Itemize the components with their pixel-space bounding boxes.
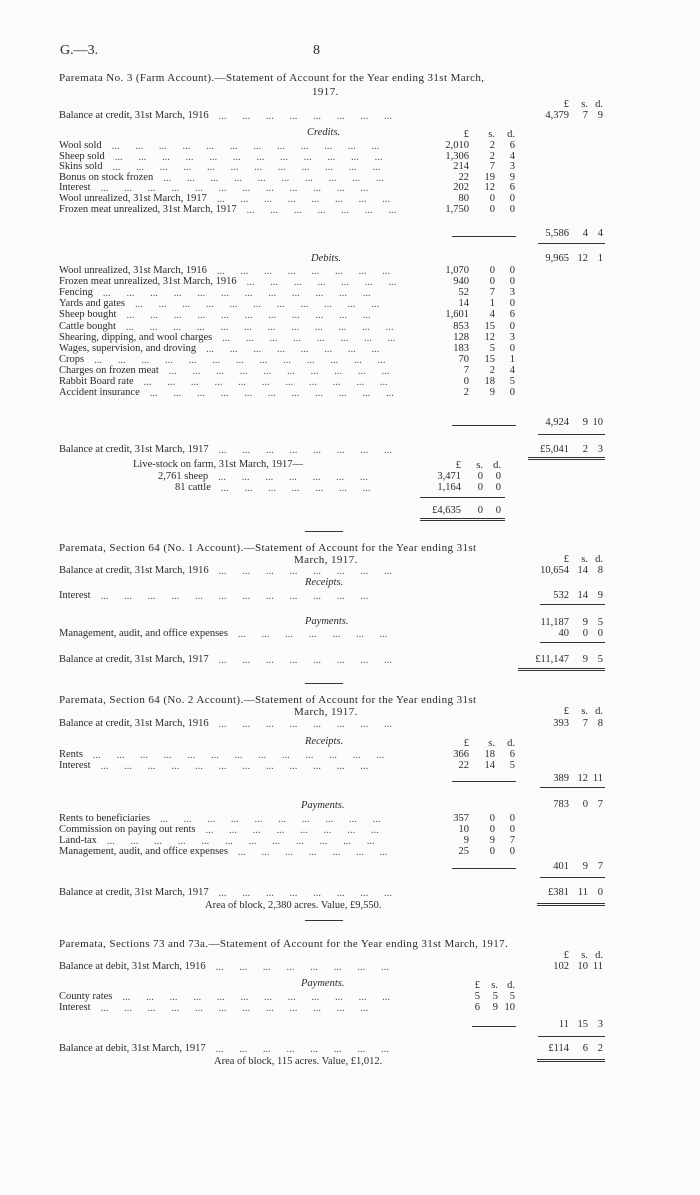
payment-row-pounds: 5 — [474, 991, 480, 1002]
closing-double-rule-a — [537, 903, 605, 904]
debit-row-label: Yards and gates — [59, 298, 126, 310]
opening-balance-1916-pence: 9 — [597, 110, 603, 121]
payments-heading: Payments. — [301, 978, 345, 989]
payment-row-shillings: 0 — [489, 824, 495, 835]
shilling-unit-header: s. — [581, 950, 588, 961]
opening-balance-1916-shillings: 7 — [582, 718, 588, 729]
receipt-row-shillings: 18 — [484, 749, 495, 760]
credit-row-label: Frozen meat unrealized, 31st March, 1917 — [59, 203, 237, 215]
closing-balance-1917-shillings: 2 — [582, 444, 588, 455]
dot-leader: ... ... ... ... ... ... ... ... — [222, 332, 396, 344]
balance-subtotal-pence: 1 — [597, 253, 603, 264]
credit-row-label: Skins sold — [59, 161, 103, 173]
opening-balance-1916-label: Balance at credit, 31st March, 1916 — [59, 565, 209, 576]
area-note: Area of block, 115 acres. Value, £1,012. — [214, 1056, 383, 1067]
payment-row-shillings: 9 — [489, 835, 495, 846]
dot-leader: ... ... ... ... ... ... ... ... ... ... ... — [135, 299, 380, 311]
dot-leader: ... ... ... ... ... ... ... ... ... ... ... ... — [106, 836, 375, 847]
dot-leader: ... ... ... ... ... ... ... ... — [206, 343, 380, 355]
dot-leader: ... ... ... ... ... ... ... ... ... ... ... ... — [114, 151, 383, 163]
pence-unit-header: d. — [507, 129, 515, 140]
management-row-pence: 0 — [597, 628, 603, 639]
debit-row-pounds: 52 — [458, 287, 469, 299]
opening-balance-1916-pounds: 102 — [553, 961, 569, 972]
debit-row-pounds: 70 — [458, 353, 469, 365]
payments-total-shillings: 9 — [582, 861, 588, 872]
pence-unit-header: d. — [595, 706, 603, 717]
section-4-title: Paremata, Sections 73 and 73a.—Statement of Account for the Year ending 31st March, 1917. — [59, 938, 509, 950]
section-1-title: Paremata No. 3 (Farm Account).—Statement of Account for the Year ending 31st March, — [59, 72, 485, 84]
dot-leader: ... ... ... ... ... ... ... ... ... ... ... ... — [102, 288, 371, 300]
dot-leader: ... ... ... ... ... ... ... ... ... ... ... ... — [112, 162, 381, 174]
interest-row-label: Interest — [59, 590, 91, 601]
dot-leader: ... ... ... ... ... ... ... ... ... ... ... ... ... — [94, 354, 386, 366]
closing-balance-1917-pounds: £114 — [548, 1043, 569, 1054]
opening-balance-1916-pence: 8 — [597, 718, 603, 729]
payment-row-pence: 0 — [509, 846, 515, 857]
credit-row-label: Wool sold — [59, 140, 102, 151]
section-divider — [305, 683, 343, 684]
dot-leader: ... ... ... ... ... ... ... — [246, 277, 397, 289]
debit-row-pence: 0 — [509, 298, 515, 310]
payment-row-shillings: 0 — [489, 846, 495, 857]
debit-row-shillings: 2 — [489, 364, 495, 376]
debits-rule — [452, 425, 516, 426]
credits-total-pence: 4 — [597, 228, 603, 239]
debit-row-label: Fencing — [59, 287, 93, 299]
livestock-total-shillings: 0 — [477, 505, 483, 516]
payments-rule — [452, 868, 516, 869]
livestock-heading: Live-stock on farm, 31st March, 1917— — [133, 459, 304, 470]
section-3-title: Paremata, Section 64 (No. 2 Account).—Statement of Account for the Year ending 31st — [59, 694, 477, 706]
debit-row-pounds: 1,601 — [445, 309, 469, 321]
credit-row-pence: 6 — [509, 182, 515, 194]
debit-row-pounds: 7 — [463, 364, 469, 376]
opening-balance-1916-shillings: 10 — [577, 961, 588, 972]
debit-row-pounds: 183 — [453, 342, 469, 354]
closing-double-rule-b — [537, 905, 605, 906]
dot-leader: ... ... ... ... ... ... ... ... ... ... ... ... — [111, 141, 380, 152]
dot-leader: ... ... ... ... ... ... ... ... — [215, 962, 389, 973]
credit-row-pence: 3 — [509, 161, 515, 173]
page-number: 8 — [313, 43, 320, 58]
section-2-title-date: March, 1917. — [294, 554, 358, 566]
page-code: G.—3. — [60, 43, 99, 58]
payment-row-label: Management, audit, and office expenses — [59, 846, 228, 857]
payment-row-label: Land-tax — [59, 835, 97, 846]
credit-row-shillings: 0 — [489, 193, 495, 204]
dot-leader: ... ... ... ... ... ... ... ... — [205, 825, 379, 836]
debits-heading: Debits. — [311, 253, 342, 264]
section-1-title-year: 1917. — [312, 86, 339, 98]
closing-double-rule-b — [537, 1061, 605, 1062]
payment-row-label: Interest — [59, 1002, 91, 1013]
closing-double-rule-a — [528, 457, 605, 458]
interest-row-pounds: 532 — [553, 590, 569, 601]
receipt-row-shillings: 14 — [484, 760, 495, 771]
debit-row-shillings: 15 — [484, 320, 495, 332]
section-2-title: Paremata, Section 64 (No. 1 Account).—Statement of Account for the Year ending 31st — [59, 542, 477, 554]
dot-leader: ... ... ... ... ... ... ... ... ... ... — [159, 814, 381, 825]
dot-leader: ... ... ... ... ... ... ... ... ... ... ... — [143, 377, 388, 388]
credit-row-pence: 4 — [509, 150, 515, 162]
receipts-total-pence: 11 — [592, 773, 603, 784]
opening-balance-1916-label: Balance at debit, 31st March, 1916 — [59, 961, 206, 972]
payment-row-pence: 5 — [509, 991, 515, 1002]
debits-total-pence: 10 — [592, 417, 603, 428]
payment-row-pence: 7 — [509, 835, 515, 846]
debit-row-shillings: 7 — [489, 287, 495, 299]
balance-subtotal-pounds: 11,187 — [540, 617, 569, 628]
payment-row-pence: 10 — [504, 1002, 515, 1013]
debit-row-pence: 6 — [509, 309, 515, 321]
pound-unit-header: £ — [463, 129, 469, 140]
closing-balance-1917-pence: 2 — [597, 1043, 603, 1054]
dot-leader: ... ... ... ... ... ... ... — [218, 472, 368, 483]
debit-row-pence: 3 — [509, 331, 515, 343]
dot-leader: ... ... ... ... ... ... ... ... ... ... ... ... ... — [92, 750, 385, 761]
payment-row-pence: 0 — [509, 813, 515, 824]
debit-row-label: Sheep bought — [59, 309, 117, 321]
payments-total-pence: 3 — [597, 1019, 603, 1030]
closing-double-rule-a — [518, 668, 605, 669]
opening-balance-1916-pounds: 4,379 — [545, 110, 569, 121]
opening-balance-1916-shillings: 14 — [577, 565, 588, 576]
payment-row-shillings: 0 — [489, 813, 495, 824]
closing-double-rule-b — [528, 459, 605, 460]
pence-unit-header: d. — [595, 554, 603, 565]
credit-row-label: Bonus on stock frozen — [59, 171, 154, 183]
debit-row-label: Wages, supervision, and droving — [59, 342, 197, 354]
credits-total-shillings: 4 — [582, 228, 588, 239]
debit-row-pence: 1 — [509, 353, 515, 365]
credit-row-label: Sheep sold — [59, 150, 105, 162]
management-row-shillings: 0 — [582, 628, 588, 639]
dot-leader: ... ... ... ... ... ... ... ... ... ... ... ... — [100, 591, 369, 602]
shilling-unit-header: s. — [491, 980, 498, 991]
payment-row-shillings: 9 — [492, 1002, 498, 1013]
pound-unit-header: £ — [563, 950, 569, 961]
payment-row-pounds: 25 — [458, 846, 469, 857]
closing-rule — [540, 642, 605, 643]
livestock-row-pounds: 3,471 — [437, 471, 461, 482]
receipts-total-shillings: 12 — [577, 773, 588, 784]
debit-row-label: Charges on frozen meat — [59, 364, 159, 376]
credit-row-pounds: 80 — [458, 193, 469, 204]
section-divider — [305, 531, 343, 532]
subtotal-rule — [538, 243, 605, 244]
dot-leader: ... ... ... ... ... ... ... ... ... ... ... — [126, 310, 371, 322]
livestock-total-pounds: £4,635 — [432, 505, 461, 516]
credit-row-pounds: 1,306 — [445, 150, 469, 162]
closing-double-rule-b — [518, 670, 605, 671]
management-row-label: Management, audit, and office expenses — [59, 628, 228, 639]
pence-unit-header: d. — [507, 980, 515, 991]
dot-leader: ... ... ... ... ... ... ... ... — [218, 888, 392, 899]
payments-rule — [472, 1026, 516, 1027]
credit-row-pounds: 202 — [453, 182, 469, 194]
credits-heading: Credits. — [307, 127, 341, 138]
closing-balance-1917-label: Balance at credit, 31st March, 1917 — [59, 444, 209, 455]
debit-row-shillings: 18 — [484, 376, 495, 387]
balance-subtotal-pounds: 783 — [553, 799, 569, 810]
debit-row-shillings: 0 — [489, 265, 495, 276]
credit-row-shillings: 2 — [489, 150, 495, 162]
payment-row-pence: 0 — [509, 824, 515, 835]
opening-balance-1916-pence: 8 — [597, 565, 603, 576]
credit-row-shillings: 0 — [489, 203, 495, 215]
debit-row-label: Wool unrealized, 31st March, 1916 — [59, 265, 207, 276]
receipt-row-pence: 6 — [509, 749, 515, 760]
balance-subtotal-shillings: 0 — [582, 799, 588, 810]
interest-row-shillings: 14 — [577, 590, 588, 601]
closing-balance-1917-shillings: 11 — [577, 887, 588, 898]
section-divider — [305, 920, 343, 921]
closing-rule — [538, 434, 605, 435]
interest-row-pence: 9 — [597, 590, 603, 601]
subtotal-rule — [540, 604, 605, 605]
livestock-row-pence: 0 — [495, 471, 501, 482]
debit-row-pounds: 128 — [453, 331, 469, 343]
pound-unit-header: £ — [455, 460, 461, 471]
opening-balance-1916-label: Balance at credit, 31st March, 1916 — [59, 718, 209, 729]
debit-row-pence: 0 — [509, 320, 515, 332]
debit-row-pounds: 853 — [453, 320, 469, 332]
credit-row-label: Interest — [59, 182, 91, 194]
livestock-row-pence: 0 — [495, 482, 501, 493]
receipt-row-pence: 5 — [509, 760, 515, 771]
livestock-double-rule-b — [420, 520, 505, 521]
receipt-row-label: Interest — [59, 760, 91, 771]
section-3-title-date: March, 1917. — [294, 706, 358, 718]
credit-row-pounds: 214 — [453, 161, 469, 173]
dot-leader: ... ... ... ... ... ... ... — [220, 483, 371, 494]
dot-leader: ... ... ... ... ... ... ... ... — [216, 194, 391, 205]
closing-balance-1917-label: Balance at credit, 31st March, 1917 — [59, 654, 209, 665]
payment-row-pounds: 357 — [453, 813, 469, 824]
debit-row-pounds: 0 — [463, 376, 469, 387]
balance-subtotal-pence: 7 — [597, 799, 603, 810]
pound-unit-header: £ — [463, 738, 469, 749]
receipts-heading: Receipts. — [305, 577, 344, 588]
livestock-row-pounds: 1,164 — [437, 482, 461, 493]
debit-row-label: Cattle bought — [59, 320, 116, 332]
dot-leader: ... ... ... ... ... ... ... ... — [218, 445, 392, 456]
opening-balance-1916-pounds: 393 — [553, 718, 569, 729]
debit-row-shillings: 12 — [484, 331, 495, 343]
receipt-row-pounds: 366 — [453, 749, 469, 760]
pence-unit-header: d. — [493, 460, 501, 471]
pound-unit-header: £ — [563, 99, 569, 110]
opening-balance-1916-pounds: 10,654 — [540, 565, 569, 576]
receipt-row-label: Rents — [59, 749, 83, 760]
closing-rule — [538, 1036, 605, 1037]
livestock-total-pence: 0 — [495, 505, 501, 516]
closing-balance-1917-pounds: £5,041 — [540, 444, 569, 455]
credit-row-shillings: 7 — [489, 161, 495, 173]
receipts-heading: Receipts. — [305, 736, 344, 747]
closing-balance-1917-pence: 3 — [597, 444, 603, 455]
payment-row-label: County rates — [59, 991, 113, 1002]
debit-row-label: Shearing, dipping, and wool charges — [59, 331, 213, 343]
closing-balance-1917-shillings: 9 — [582, 654, 588, 665]
shilling-unit-header: s. — [476, 460, 483, 471]
credit-row-pence: 6 — [509, 140, 515, 151]
debit-row-pence: 0 — [509, 276, 515, 288]
dot-leader: ... ... ... ... ... ... ... ... ... ... ... ... — [100, 761, 369, 772]
payment-row-pounds: 9 — [463, 835, 469, 846]
payment-row-shillings: 5 — [492, 991, 498, 1002]
pound-unit-header: £ — [563, 706, 569, 717]
balance-subtotal-shillings: 12 — [577, 253, 588, 264]
balance-subtotal-pounds: 9,965 — [545, 253, 569, 264]
credit-row-pence: 9 — [509, 171, 515, 183]
area-note: Area of block, 2,380 acres. Value, £9,550. — [205, 900, 382, 911]
debit-row-pence: 0 — [509, 342, 515, 354]
livestock-row-label: 2,761 sheep — [158, 471, 209, 482]
debit-row-shillings: 15 — [484, 353, 495, 365]
debit-row-pounds: 940 — [453, 276, 469, 288]
dot-leader: ... ... ... ... ... ... ... ... ... ... — [168, 365, 390, 377]
closing-balance-1917-label: Balance at credit, 31st March, 1917 — [59, 887, 209, 898]
debit-row-shillings: 5 — [489, 342, 495, 354]
closing-rule — [540, 877, 605, 878]
pence-unit-header: d. — [507, 738, 515, 749]
credit-row-shillings: 2 — [489, 140, 495, 151]
pound-unit-header: £ — [474, 980, 480, 991]
shilling-unit-header: s. — [488, 738, 495, 749]
management-row-pounds: 40 — [558, 628, 569, 639]
payment-row-pounds: 10 — [458, 824, 469, 835]
closing-balance-1917-pounds: £381 — [548, 887, 569, 898]
receipts-total-pounds: 389 — [553, 773, 569, 784]
opening-balance-1916-shillings: 7 — [582, 110, 588, 121]
debit-row-label: Crops — [59, 353, 85, 365]
subtotal-rule — [540, 787, 605, 788]
dot-leader: ... ... ... ... ... ... ... — [237, 847, 388, 858]
dot-leader: ... ... ... ... ... ... ... ... ... ... ... ... — [100, 183, 369, 195]
credit-row-pence: 0 — [509, 203, 515, 215]
pence-unit-header: d. — [595, 99, 603, 110]
debit-row-label: Rabbit Board rate — [59, 376, 134, 387]
shilling-unit-header: s. — [581, 706, 588, 717]
livestock-double-rule-a — [420, 518, 505, 519]
balance-subtotal-pence: 5 — [597, 617, 603, 628]
opening-balance-1916-label: Balance at credit, 31st March, 1916 — [59, 110, 209, 121]
closing-balance-1917-label: Balance at debit, 31st March, 1917 — [59, 1043, 206, 1054]
closing-balance-1917-pounds: £11,147 — [535, 654, 569, 665]
credit-row-pounds: 1,750 — [445, 203, 469, 215]
payments-heading: Payments. — [301, 800, 345, 811]
payments-total-pounds: 11 — [558, 1019, 569, 1030]
shilling-unit-header: s. — [581, 99, 588, 110]
dot-leader: ... ... ... ... ... ... ... — [246, 204, 397, 216]
credit-row-shillings: 19 — [484, 171, 495, 183]
debit-row-pence: 4 — [509, 364, 515, 376]
dot-leader: ... ... ... ... ... ... ... ... — [218, 655, 392, 666]
livestock-rule — [420, 497, 505, 498]
dot-leader: ... ... ... ... ... ... ... ... ... ... ... ... — [125, 321, 394, 333]
payments-total-shillings: 15 — [577, 1019, 588, 1030]
balance-subtotal-shillings: 9 — [582, 617, 588, 628]
debits-total-shillings: 9 — [582, 417, 588, 428]
dot-leader: ... ... ... ... ... ... ... ... — [218, 719, 392, 730]
shilling-unit-header: s. — [581, 554, 588, 565]
debit-row-shillings: 1 — [489, 298, 495, 310]
dot-leader: ... ... ... ... ... ... ... ... — [218, 111, 392, 122]
shilling-unit-header: s. — [488, 129, 495, 140]
debit-row-shillings: 9 — [489, 387, 495, 399]
debit-row-pence: 0 — [509, 265, 515, 276]
closing-balance-1917-pence: 0 — [597, 887, 603, 898]
credit-row-shillings: 12 — [484, 182, 495, 194]
livestock-row-label: 81 cattle — [175, 482, 211, 493]
debit-row-label: Frozen meat unrealized, 31st March, 1916 — [59, 276, 237, 288]
closing-balance-1917-shillings: 6 — [582, 1043, 588, 1054]
credit-row-pounds: 22 — [458, 171, 469, 183]
debit-row-pounds: 1,070 — [445, 265, 469, 276]
opening-balance-1916-pence: 11 — [592, 961, 603, 972]
debit-row-label: Accident insurance — [59, 387, 140, 399]
debit-row-pounds: 14 — [458, 298, 469, 310]
payment-row-label: Rents to beneficiaries — [59, 813, 150, 824]
debit-row-pounds: 2 — [463, 387, 469, 399]
payment-row-label: Commission on paying out rents — [59, 824, 196, 835]
debit-row-pence: 5 — [509, 376, 515, 387]
dot-leader: ... ... ... ... ... ... ... — [237, 629, 388, 640]
debit-row-pence: 3 — [509, 287, 515, 299]
dot-leader: ... ... ... ... ... ... ... ... ... ... — [163, 172, 384, 184]
debit-row-shillings: 0 — [489, 276, 495, 288]
receipts-rule — [452, 781, 516, 782]
livestock-row-shillings: 0 — [477, 482, 483, 493]
credit-row-pounds: 2,010 — [445, 140, 469, 151]
dot-leader: ... ... ... ... ... ... ... ... ... ... ... — [149, 388, 394, 400]
dot-leader: ... ... ... ... ... ... ... ... ... ... ... ... — [122, 992, 391, 1003]
dot-leader: ... ... ... ... ... ... ... ... — [215, 1044, 389, 1055]
closing-balance-1917-pence: 5 — [597, 654, 603, 665]
debit-row-pence: 0 — [509, 387, 515, 399]
dot-leader: ... ... ... ... ... ... ... ... ... ... ... ... — [100, 1003, 369, 1014]
closing-double-rule-a — [537, 1059, 605, 1060]
receipt-row-pounds: 22 — [458, 760, 469, 771]
payments-total-pence: 7 — [597, 861, 603, 872]
debit-row-shillings: 4 — [489, 309, 495, 321]
credit-row-pence: 0 — [509, 193, 515, 204]
credits-rule — [452, 236, 516, 237]
debits-total-pounds: 4,924 — [545, 417, 569, 428]
payments-total-pounds: 401 — [553, 861, 569, 872]
pound-unit-header: £ — [563, 554, 569, 565]
credits-total-pounds: 5,586 — [545, 228, 569, 239]
dot-leader: ... ... ... ... ... ... ... ... — [218, 566, 392, 577]
payments-heading: Payments. — [305, 616, 349, 627]
payment-row-pounds: 6 — [474, 1002, 480, 1013]
credit-row-label: Wool unrealized, 31st March, 1917 — [59, 193, 207, 204]
livestock-row-shillings: 0 — [477, 471, 483, 482]
dot-leader: ... ... ... ... ... ... ... ... — [216, 266, 391, 277]
pence-unit-header: d. — [595, 950, 603, 961]
